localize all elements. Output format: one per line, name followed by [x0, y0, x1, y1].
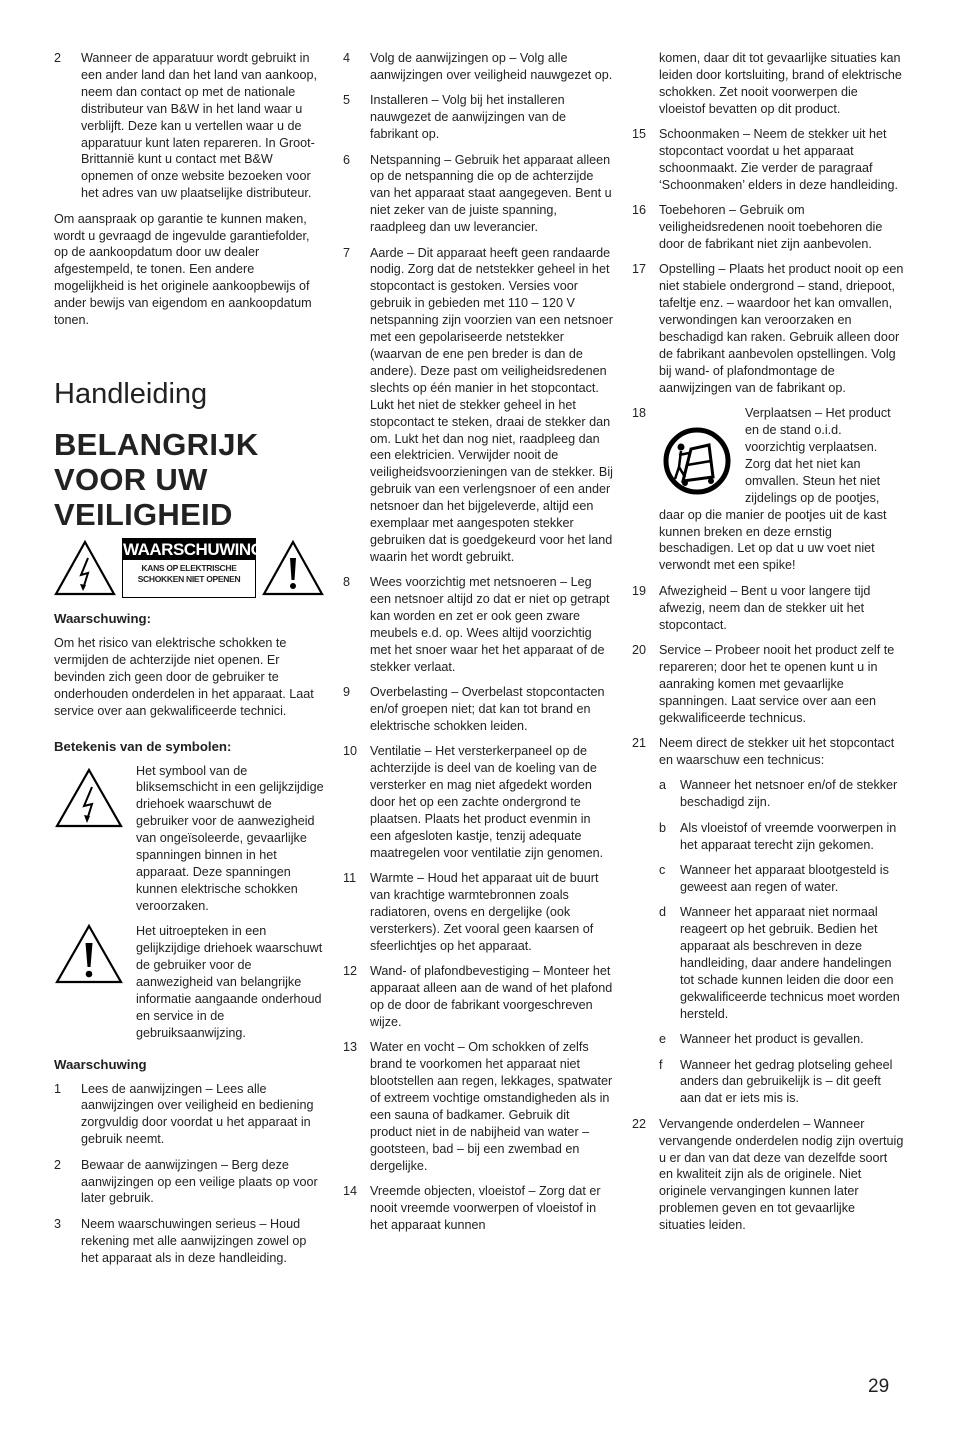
item-number: 8: [343, 575, 351, 590]
item-text: Schoonmaken – Neem de stekker uit het stopcontact voordat u het apparaat schoonmaakt. Zie verder de paragraaf ‘Schoonmaken’ elders in deze handleiding.: [659, 127, 898, 192]
list-item: [343, 245, 615, 566]
warning-label-subtitle: KANS OP ELEKTRISCHE SCHOKKEN NIET OPENEN: [137, 563, 241, 584]
item-text: Vervangende onderdelen – Wanneer vervangende onderdelen nodig zijn overtuig u er dan van dat deze van dezelfde soort en kwaliteit zijn als de originele. Niet originele vervangingen kunnen later problemen geven en tot gevaarlijke situaties leiden.: [659, 1116, 904, 1233]
item-text: Netspanning – Gebruik het apparaat alleen op de netspanning die op de achterzijde van het apparaat staat aangegeven. Bent u niet zeker van de juiste spanning, raadpleeg dan uw leverancier.: [370, 152, 612, 235]
warranty-paragraph: Om aanspraak op garantie te kunnen maken, wordt u gevraagd de ingevulde garantiefolder, op de aankoopdatum door uw dealer afgestempeld, te tonen. Een andere mogelijkheid is het originele aankoopbewijs of ander bewijs van eigendom en aankoopdatum tonen.: [54, 211, 312, 328]
list-item: [343, 50, 615, 84]
list-item: [54, 50, 326, 202]
item-number: 18: [632, 406, 647, 421]
sub-list-item: [632, 1057, 904, 1108]
item-number: 3: [54, 1216, 62, 1231]
list-item: [343, 92, 615, 143]
item-text: komen, daar dit tot gevaarlijke situaties kan leiden door kortsluiting, brand of elektrische schokken. Zet nooit voorwerpen die vloeistof bevatten op dit product.: [659, 51, 902, 116]
item-text: Verplaatsen – Het product en de stand o.i.d. voorzichtig verplaatsen. Zorg dat het niet kan omvallen. Steun het niet zijdelings op de pootjes, daar op die manier de pootjes uit de kast kunnen breken en deze ernstig beschadigen. Let op dat u uw voet niet verwondt met een spike!: [659, 406, 891, 573]
item-number: 12: [343, 964, 358, 979]
item-number: 4: [343, 51, 351, 65]
sub-list-item: [632, 777, 904, 811]
item-number: 6: [343, 152, 351, 167]
exclamation-triangle-icon: [54, 923, 124, 985]
item-text: Volg de aanwijzingen op – Volg alle aanwijzingen over veiligheid nauwgezet op.: [370, 51, 613, 82]
item-text: Bewaar de aanwijzingen – Berg deze aanwijzingen op een veilige plaats op voor later gebruik.: [81, 1157, 318, 1206]
sub-list-item: [632, 862, 904, 896]
list-item: [632, 405, 904, 574]
list-item: [343, 870, 615, 955]
list-item: [54, 1081, 326, 1149]
item-number: 19: [632, 583, 647, 598]
list-item: [343, 574, 615, 675]
column-1: [54, 50, 326, 1275]
item-number: 2: [54, 51, 62, 65]
sub-item-letter: c: [659, 862, 666, 877]
sub-item-letter: f: [659, 1057, 663, 1072]
sub-item-text: Wanneer het product is gevallen.: [680, 1032, 864, 1047]
item-text: Neem direct de stekker uit het stopcontact en waarschuw een technicus:: [659, 736, 895, 767]
list-item: [54, 1157, 326, 1208]
list-item: [632, 583, 904, 634]
warning-label-title: WAARSCHUWING: [123, 540, 264, 559]
item-text: Service – Probeer nooit het product zelf te repareren; door het te openen kunt u in aanraking komen met gevaarlijke spanningen. Laat service over aan een gekwalificeerde technicus.: [659, 643, 895, 725]
item-text: Overbelasting – Overbelast stopcontacten en/of groepen niet; dat kan tot brand en elektrische schokken leiden.: [370, 685, 605, 734]
sub-item-letter: b: [659, 820, 667, 835]
warning-banner: [54, 538, 326, 598]
list-item: [632, 202, 904, 253]
sub-item-text: Als vloeistof of vreemde voorwerpen in het apparaat terecht zijn gekomen.: [680, 820, 897, 852]
list-item: [343, 152, 615, 237]
sub-item-letter: d: [659, 905, 667, 920]
sub-list-item: [632, 904, 904, 1022]
item-number: 10: [343, 744, 358, 759]
item-number: 11: [343, 871, 357, 886]
column-2: [343, 50, 615, 1242]
list-item: [632, 735, 904, 769]
sub-list-item: [632, 1031, 904, 1048]
item-number: 21: [632, 736, 647, 751]
list-item: [632, 642, 904, 727]
exclamation-triangle-icon: [262, 540, 324, 596]
item-text: Wand- of plafondbevestiging – Monteer het apparaat alleen aan de wand of het plafond op de door de fabrikant voorgeschreven wijze.: [370, 964, 613, 1030]
item-number: 15: [632, 127, 647, 142]
item-text: Afwezigheid – Bent u voor langere tijd afwezig, neem dan de stekker uit het stopcontact.: [659, 583, 871, 632]
item-number: 22: [632, 1116, 647, 1131]
symbol-row: [54, 763, 326, 915]
column-3: [632, 50, 904, 1243]
item-number: 1: [54, 1081, 62, 1096]
list-item: [632, 1116, 904, 1234]
item-number: 5: [343, 93, 351, 108]
item-number: 9: [343, 685, 351, 700]
sub-item-text: Wanneer het apparaat blootgesteld is geweest aan regen of water.: [680, 862, 889, 894]
item-text: Neem waarschuwingen serieus – Houd rekening met alle aanwijzingen zowel op het apparaat als in deze handleiding.: [81, 1216, 307, 1265]
sub-list-item: [632, 820, 904, 854]
warning-text: Om het risico van elektrische schokken te vermijden de achterzijde niet openen. Er bevinden zich geen door de gebruiker te onderhouden onderdelen in het apparaat. Laat service over aan gekwalificeerde technici.: [54, 636, 314, 718]
lightning-triangle-icon: [54, 767, 124, 829]
sub-item-letter: e: [659, 1032, 667, 1047]
symbol-description: Het symbool van de bliksemschicht in een gelijkzijdige driehoek waarschuwt de gebruiker voor de aanwezigheid van ongeïsoleerde, gevaarlijke spanningen binnen in het apparaat. Deze spanningen kunnen elektrische schokken veroorzaken.: [136, 763, 324, 913]
page-number: 29: [868, 1376, 890, 1397]
list-item: [632, 261, 904, 396]
safety-title: BELANGRIJK VOOR UW VEILIGHEID: [54, 427, 259, 532]
item-number: 14: [343, 1184, 358, 1199]
sub-item-letter: a: [659, 778, 667, 793]
item-number: 17: [632, 262, 647, 277]
lightning-triangle-icon: [54, 540, 116, 596]
item-text: Ventilatie – Het versterkerpaneel op de achterzijde is deel van de koeling van de versterker en mag niet afgedekt worden door het op een zachte ondergrond te plaatsen. Plaats het product evenmin in een afgesloten kastje, tenzij adequate maatregelen voor ventilatie zijn genomen.: [370, 744, 604, 860]
list-item: [54, 1216, 326, 1267]
symbol-description: Het uitroepteken in een gelijkzijdige driehoek waarschuwt de gebruiker voor de aanwezigheid van belangrijke informatie aangaande onderhoud en service in de gebruiksaanwijzing.: [136, 924, 323, 1040]
item-text: Installeren – Volg bij het installeren nauwgezet de aanwijzingen van de fabrikant op.: [370, 93, 567, 142]
symbols-heading: Betekenis van de symbolen:: [54, 738, 232, 754]
list-item: [632, 126, 904, 194]
item-text: Toebehoren – Gebruik om veiligheidsredenen nooit toebehoren die door de fabrikant niet zijn aanbevolen.: [659, 203, 883, 252]
list-item: [343, 1039, 615, 1174]
sub-item-text: Wanneer het netsnoer en/of de stekker beschadigd zijn.: [680, 778, 898, 810]
list-item: [343, 1183, 615, 1234]
list-item-continued: [632, 50, 904, 118]
list-item: [343, 743, 615, 861]
item-number: 13: [343, 1040, 358, 1055]
item-text: Aarde – Dit apparaat heeft geen randaarde nodig. Zorg dat de netstekker geheel in het stopcontact is gestoken. Versies voor gebruik in gebieden met 110 – 120 V netspanning zijn voorzien van een netsnoer met een gepolariseerde netstekker (waarvan de ene pen breder is dan de andere). Deze past om veiligheidsredenen slechts op één manier in het stopcontact. Lukt het niet de stekker geheel in het stopcontact te steken, draai de stekker dan om. Lukt het dan nog niet, raadpleeg dan een elektricien. Verwijder nooit de veiligheidsvoorzieningen van de stekker. Bij gebruik van een verlengsnoer of een ander netsnoer dan het bijgeleverde, altijd een exemplaar met aangespoten stekker gebruiken dat is goedgekeurd voor het land waarin het wordt gebruikt.: [370, 245, 613, 564]
item-text: Vreemde objecten, vloeistof – Zorg dat er nooit vreemde voorwerpen of vloeistof in het apparaat kunnen: [370, 1184, 601, 1232]
item-number: 20: [632, 643, 647, 657]
warning-label: [122, 538, 264, 598]
item-text: Opstelling – Plaats het product nooit op een niet stabiele ondergrond – stand, driepoot, tafeltje enz. – waardoor het kan omvallen, verwondingen kan veroorzaken en beschadigd kan raken. Gebruik alleen door de fabrikant aanbevolen opstellingen. Volg bij wand- of plafondmontage de aanwijzingen van de fabrikant op.: [659, 262, 904, 395]
sub-item-text: Wanneer het gedrag plotseling geheel anders dan gebruikelijk is – dit geeft aan dat er iets mis is.: [680, 1057, 893, 1106]
item-number: 7: [343, 245, 351, 260]
warning-heading: Waarschuwing:: [54, 611, 151, 626]
list-item: [343, 963, 615, 1031]
item-text: Wees voorzichtig met netsnoeren – Leg een netsnoer altijd zo dat er niet op getrapt kan worden en zet er ook geen zware meubels e.d. op. Wees altijd voorzichtig met het snoer waar het het apparaat of de stekker verlaat.: [370, 575, 610, 674]
section-heading: Handleiding: [54, 378, 208, 410]
sub-item-text: Wanneer het apparaat niet normaal reageert op het gebruik. Bedien het apparaat als beschreven in deze handleiding, daar andere handelingen tot schade kunnen leiden die door een gekwalificeerde technicus moet worden hersteld.: [680, 905, 900, 1021]
symbol-row: [54, 923, 326, 1041]
item-number: 2: [54, 1157, 62, 1172]
warning2-heading: Waarschuwing: [54, 1056, 147, 1072]
cart-tipover-warning-icon: [657, 423, 737, 495]
list-item: [343, 684, 615, 735]
item-number: 16: [632, 203, 647, 218]
item-text: Wanneer de apparatuur wordt gebruikt in een ander land dan het land van aankoop, neem dan contact op met de nationale distributeur van B&W in het land waar u verblijft. Deze kan u vertellen waar u de apparatuur kunt laten repareren. In Groot-Brittannië kunt u contact met B&W opnemen of onze website bezoeken voor het adres van uw plaatselijke distributeur.: [81, 51, 317, 201]
item-text: Warmte – Houd het apparaat uit de buurt van krachtige warmtebronnen zoals radiatoren, ovens en dergelijke (ook versterkers). Zet vooral geen kaarsen of sfeerlichtjes op het apparaat.: [370, 871, 599, 953]
item-text: Lees de aanwijzingen – Lees alle aanwijzingen over veiligheid en bediening zorgvuldig door voordat u het apparaat in gebruik neemt.: [81, 1081, 314, 1147]
item-text: Water en vocht – Om schokken of zelfs brand te voorkomen het apparaat niet blootstellen aan regen, lekkages, spatwater of extreem vochtige omstandigheden als in een sauna of badkamer. Gebruik dit product niet in de nabijheid van water – gootsteen, bad – bij een zwembad en dergelijke.: [370, 1040, 613, 1173]
